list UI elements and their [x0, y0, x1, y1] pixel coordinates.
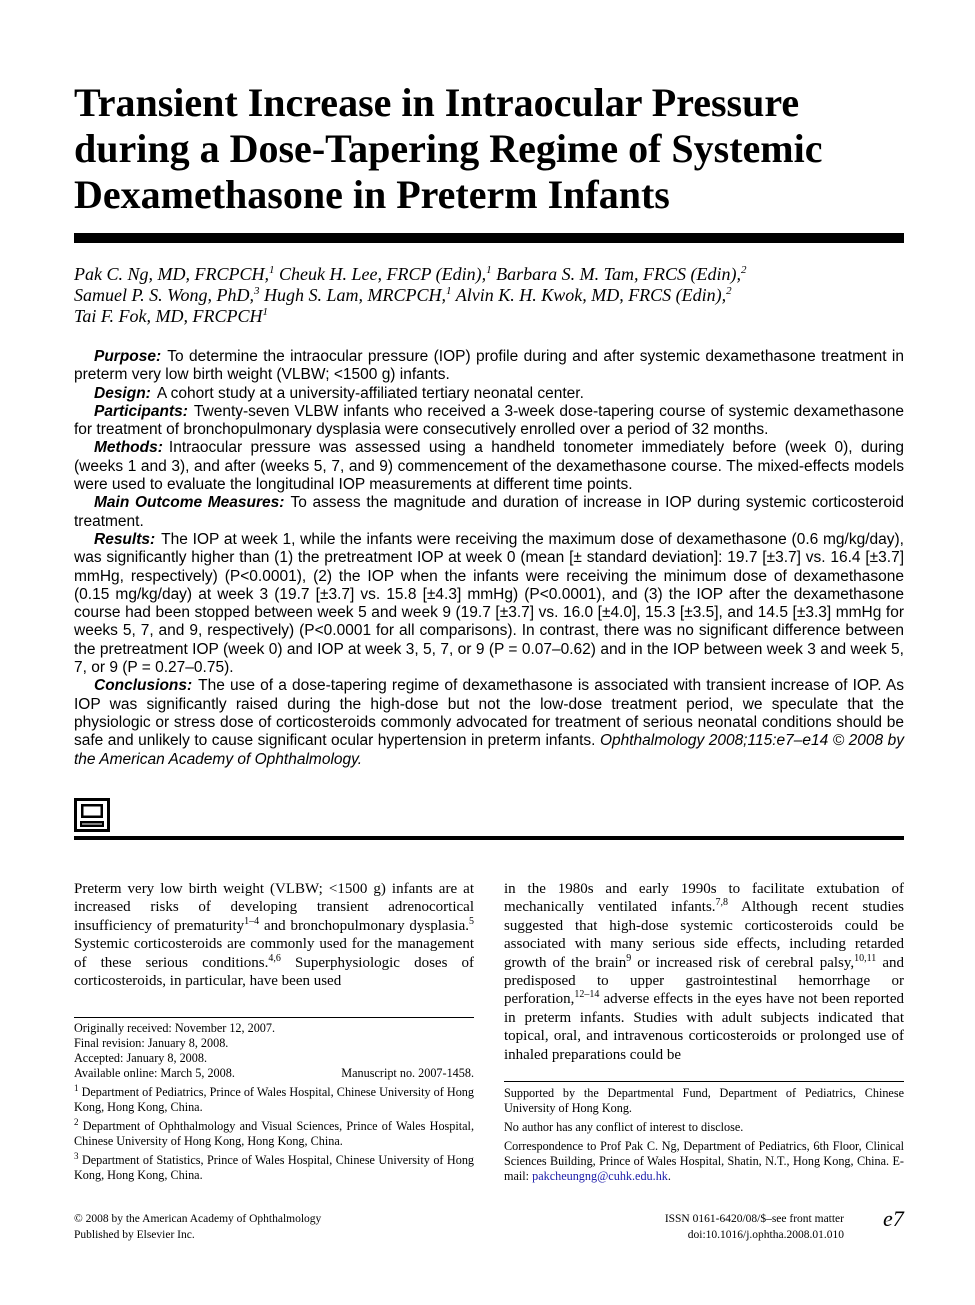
affiliation: $^3$ Department of Statistics, Prince of Wales Hospital, Chinese University of Hong Kong, Hong Kong, China. — [74, 1150, 474, 1182]
author: Alvin K. H. Kwok, MD, FRCS (Edin),$^2$ — [455, 285, 732, 305]
correspondence-note: Correspondence to Prof Pak C. Ng, Department of Pediatrics, 6th Floor, Clinical Sciences Building, Prince of Wales Hospital, Shatin, N.T., Hong Kong, China. E-mail: pakcheungng@cuhk.edu.hk. — [504, 1139, 904, 1183]
online-date-row — [74, 1066, 474, 1081]
revision-date: Final revision: January 8, 2008. — [74, 1036, 229, 1050]
abstract-results: Results: The IOP at week 1, while the infants were receiving the maximum dose of dexamethasone (0.6 mg/kg/day), was significantly higher than (1) the pretreatment IOP at week 0 (mean [± standard deviation]: 19.7 [±3.7] vs. 16.4 [±3.7] mmHg, respectively) (P<0.0001), (2) the IOP when the infants were receiving the minimum dose of dexamethasone (0.15 mg/kg/day) at week 3 (19.7 [±3.7] vs. 15.8 [±4.3] mmHg) (P<0.0001), and (3) the IOP after the dexamethasone course had been stopped between week 5 and week 9 (19.7 [±3.7] vs. 16.0 [±4.0], 15.3 [±3.5], and 14.5 [±3.3] mmHg for weeks 5, 7, and 9, respectively) (P<0.0001 for all comparisons). In contrast, there was no significant difference between the pretreatment IOP (week 0) and IOP at week 3, 5, 7, or 9 (P = 0.07–0.62) and in the IOP between week 3 and week 5, 7, or 9 (P = 0.27–0.75). — [74, 530, 904, 677]
footnote-rule — [504, 1081, 904, 1082]
article-title: Transient Increase in Intraocular Pressure during a Dose-Tapering Regime of Systemic Dexamethasone in Preterm Infants — [74, 80, 823, 217]
footnotes-right — [504, 1086, 904, 1188]
footnote-rule — [74, 1017, 474, 1018]
copyright: © 2008 by the American Academy of Ophthalmology — [74, 1213, 322, 1225]
body-column-right — [504, 880, 904, 1064]
abstract-outcome-measures: Main Outcome Measures: To assess the magnitude and duration of increase in IOP during systemic corticosteroid treatment. — [74, 494, 904, 530]
issn: ISSN 0161-6420/08/$–see front matter — [664, 1213, 844, 1225]
conflict-note: No author has any conflict of interest to disclose. — [504, 1120, 744, 1134]
abstract-conclusions: Conclusions: The use of a dose-tapering regime of dexamethasone is associated with transient increase of IOP. As IOP was significantly raised during the high-dose but not the low-dose treatment period, we speculate that the physiologic or stress dose of corticosteroids commonly advocated for treatment of serious neonatal conditions should be safe and unlikely to cause significant ocular hypertension in preterm infants. Ophthalmology 2008;115:e7–e14 © 2008 by the American Academy of Ophthalmology. — [74, 677, 904, 768]
computer-monitor-icon — [74, 798, 110, 832]
author: Tai F. Fok, MD, FRCPCH$^1$ — [74, 306, 269, 326]
email-link[interactable]: pakcheungng@cuhk.edu.hk — [532, 1169, 668, 1183]
manuscript-dates — [74, 1021, 474, 1081]
funding-note: Supported by the Departmental Fund, Department of Pediatrics, Chinese University of Hong Kong. — [504, 1086, 904, 1115]
abstract-design: Design: A cohort study at a university-affiliated tertiary neonatal center. — [94, 384, 584, 402]
body-paragraph: Preterm very low birth weight (VLBW; <1500 g) infants are at increased risks of developing transient adrenocortical insufficiency of prematurity$^{1-4}$ and bronchopulmonary dysplasia.$^5$ Systemic corticosteroids are commonly used for the management of these serious conditions.$^{4,6}$ Superphysiologic doses of corticosteroids, in particular, have been used — [74, 881, 474, 990]
online-date: Available online: March 5, 2008. — [74, 1066, 235, 1080]
footer-left — [74, 1212, 321, 1243]
author: Cheuk H. Lee, FRCP (Edin),$^1$ — [279, 264, 492, 284]
author: Barbara S. M. Tam, FRCS (Edin),$^2$ — [496, 264, 747, 284]
abstract — [74, 348, 904, 769]
section-rule — [74, 836, 904, 840]
publisher: Published by Elsevier Inc. — [74, 1228, 195, 1241]
journal-citation: Ophthalmology 2008;115:e7–e14 © 2008 by the American Academy of Ophthalmology. — [74, 732, 904, 768]
manuscript-number: Manuscript no. 2007-1458. — [341, 1066, 474, 1080]
body-paragraph: in the 1980s and early 1990s to facilitate extubation of mechanically ventilated infants.$^{7,8}$ Although recent studies suggested that high-dose systemic corticosteroids could be associated with many serious side effects, including retarded growth of the brain$^9$ or increased risk of cerebral palsy,$^{10,11}$ and predisposed to upper gastrointestinal hemorrhage or perforation,$^{12-14}$ adverse effects in the eyes have not been reported in preterm infants. Studies with adult subjects indicated that topical, oral, and intravenous corticosteroids or prolonged use of inhaled preparations could be — [504, 881, 904, 1063]
body-column-left — [74, 880, 474, 990]
accepted-date: Accepted: January 8, 2008. — [74, 1051, 208, 1065]
author: Samuel P. S. Wong, PhD,$^3$ — [74, 285, 260, 305]
abstract-methods: Methods: Intraocular pressure was assessed using a handheld tonometer immediately before (week 0), during (weeks 1 and 3), and after (weeks 5, 7, and 9) commencement of the dexamethasone course. The mixed-effects models were used to evaluate the longitudinal IOP measurements at different time points. — [74, 439, 904, 494]
footnotes-left — [74, 1021, 474, 1187]
author-list — [74, 264, 904, 327]
abstract-purpose: Purpose: To determine the intraocular pressure (IOP) profile during and after systemic dexamethasone treatment in preterm very low birth weight (VLBW; <1500 g) infants. — [74, 348, 904, 384]
affiliation: $^2$ Department of Ophthalmology and Visual Sciences, Prince of Wales Hospital, Chinese University of Hong Kong, Hong Kong, China. — [74, 1116, 474, 1148]
affiliation: $^1$ Department of Pediatrics, Prince of Wales Hospital, Chinese University of Hong Kong, Hong Kong, China. — [74, 1082, 474, 1114]
title-rule — [74, 233, 904, 243]
footer-right — [665, 1212, 844, 1243]
author: Hugh S. Lam, MRCPCH,$^1$ — [264, 285, 452, 305]
doi: doi:10.1016/j.ophtha.2008.01.010 — [687, 1228, 844, 1241]
received-date: Originally received: November 12, 2007. — [74, 1021, 276, 1035]
abstract-participants: Participants: Twenty-seven VLBW infants who received a 3-week dose-tapering course of systemic dexamethasone for treatment of bronchopulmonary dysplasia were consecutively enrolled over a period of 32 months. — [74, 402, 904, 439]
page-number: e7 — [883, 1206, 904, 1231]
author: Pak C. Ng, MD, FRCPCH,$^1$ — [74, 264, 275, 284]
